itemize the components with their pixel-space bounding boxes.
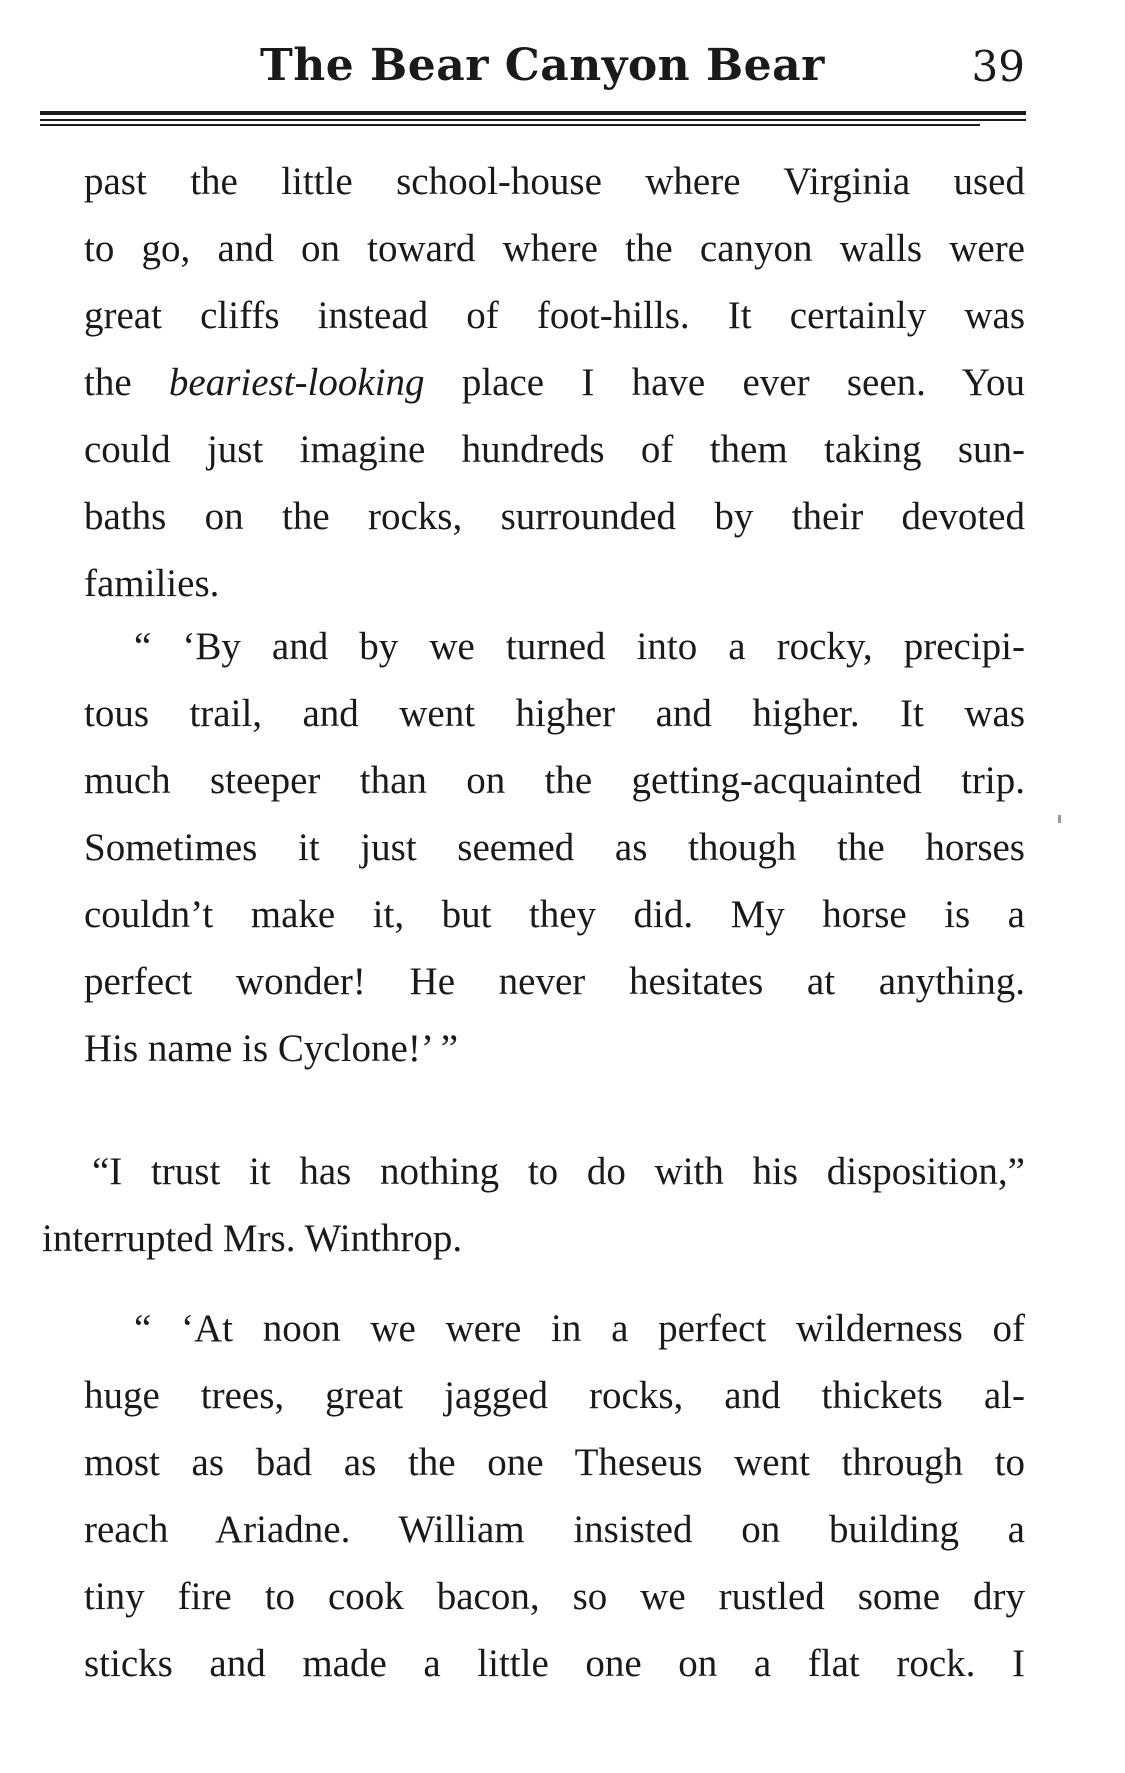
text-line: huge trees, great jagged rocks, and thickets al- [84, 1374, 1025, 1417]
paragraph-2 [84, 613, 1025, 1082]
text-line-with-italic: the beariest-looking place I have ever seen. You [84, 361, 1025, 404]
text-line: “ ‘By and by we turned into a rocky, precipi- [134, 625, 1025, 668]
text-line: interrupted Mrs. Winthrop. [42, 1217, 463, 1260]
text-line: “ ‘At noon we were in a perfect wilderness of [134, 1307, 1025, 1350]
text-line: baths on the rocks, surrounded by their devoted [84, 495, 1025, 538]
text-line: could just imagine hundreds of them taking sun- [84, 428, 1025, 471]
stray-ink-mark [1058, 815, 1061, 823]
text-line: past the little school-house where Virginia used [84, 160, 1025, 203]
paragraph-1 [84, 148, 1025, 617]
text-line: His name is Cyclone!’ ” [84, 1027, 459, 1070]
header-rule-thick [40, 111, 1026, 115]
text-line: to go, and on toward where the canyon walls were [84, 227, 1025, 270]
header-rule-hairline [40, 124, 980, 126]
text-line: families. [84, 562, 220, 605]
italic-emphasis: beariest-looking [168, 361, 425, 404]
text-line: reach Ariadne. William insisted on building a [84, 1508, 1025, 1551]
page-number: 39 [971, 42, 1025, 91]
paragraph-4 [84, 1295, 1025, 1697]
text-line: great cliffs instead of foot-hills. It certainly was [84, 294, 1025, 337]
header-rule-thin [40, 119, 1026, 121]
text-line: tous trail, and went higher and higher. It was [84, 692, 1025, 735]
text-line: tiny fire to cook bacon, so we rustled some dry [84, 1575, 1025, 1618]
text-line: sticks and made a little one on a flat rock. I [84, 1642, 1025, 1685]
paragraph-3 [42, 1138, 1025, 1272]
text-line: “I trust it has nothing to do with his disposition,” [92, 1150, 1025, 1193]
text-line: perfect wonder! He never hesitates at anything. [84, 960, 1025, 1003]
text-line: couldn’t make it, but they did. My horse is a [84, 893, 1025, 936]
running-title: The Bear Canyon Bear [260, 40, 825, 91]
text-line: much steeper than on the getting-acquainted trip. [84, 759, 1025, 802]
text-line: Sometimes it just seemed as though the horses [84, 826, 1025, 869]
running-head [40, 40, 1025, 100]
text-line: most as bad as the one Theseus went through to [84, 1441, 1025, 1484]
